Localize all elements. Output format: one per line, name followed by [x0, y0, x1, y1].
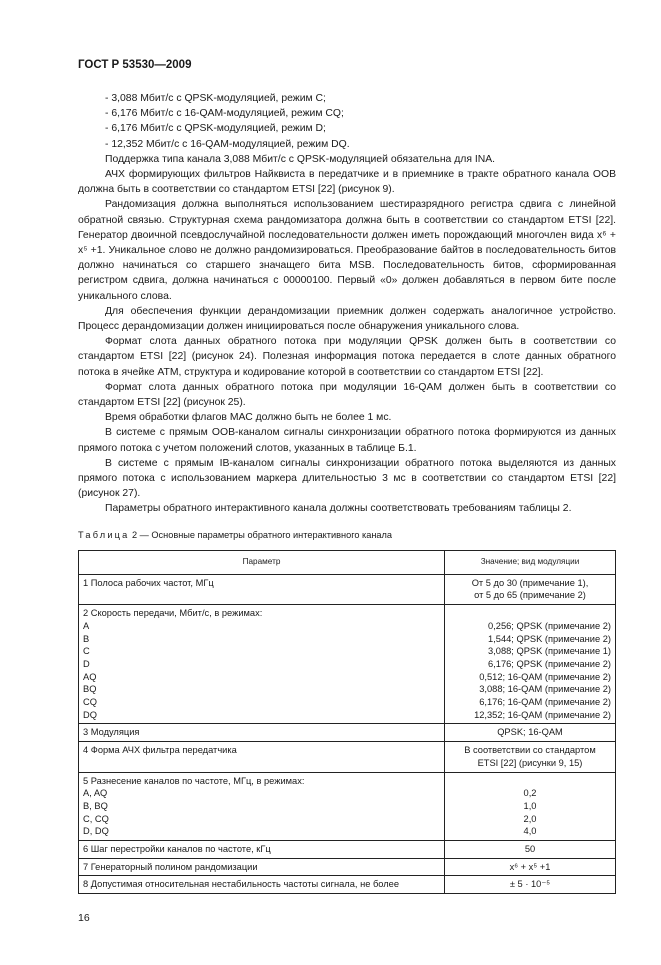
parameter-line: C, CQ: [83, 813, 109, 824]
value-line: 6,176; QPSK (примечание 2): [488, 658, 611, 669]
value-line: ETSI [22] (рисунки 9, 15): [477, 757, 583, 768]
value-line: 0,256; QPSK (примечание 2): [488, 620, 611, 631]
value-cell: [445, 858, 616, 876]
table-caption-prefix: Таблица: [78, 529, 130, 540]
paragraph: Время обработки флагов МАС должно быть не более 1 мс.: [105, 412, 392, 424]
value-line: 3,088; 16-QAM (примечание 2): [479, 684, 611, 695]
parameter-cell: [79, 742, 445, 772]
value-line: 1,0: [523, 800, 537, 811]
parameter-line: DQ: [83, 709, 97, 720]
table-row: [79, 724, 616, 742]
parameter-line: 2 Скорость передачи, Мбит/с, в режимах:: [83, 608, 263, 619]
value-cell: [445, 841, 616, 859]
value-line: 4,0: [523, 826, 537, 837]
page-number: 16: [78, 912, 90, 925]
paragraph: Поддержка типа канала 3,088 Мбит/с с QPSK-модуляцией обязательна для INA.: [105, 153, 496, 165]
value-line: 2,0: [523, 813, 537, 824]
table-caption-text: 2 — Основные параметры обратного интерактивного канала: [132, 529, 392, 540]
value-cell: [445, 724, 616, 742]
parameter-line: C: [83, 646, 90, 657]
parameter-line: B: [83, 633, 90, 644]
value-line: В соответствии со стандартом: [464, 745, 596, 756]
value-line: от 5 до 65 (примечание 2): [474, 590, 586, 601]
value-line: От 5 до 30 (примечание 1),: [471, 577, 589, 588]
parameter-line: BQ: [83, 684, 97, 695]
paragraph: - 12,352 Мбит/с с 16-QAM-модуляцией, режим DQ.: [105, 138, 350, 150]
paragraph: - 6,176 Мбит/с с QPSK-модуляцией, режим D;: [105, 123, 326, 135]
table-row: [79, 574, 616, 604]
parameter-cell: [79, 876, 445, 894]
table-row: [79, 841, 616, 859]
parameter-cell: [79, 858, 445, 876]
value-line: 1,544; QPSK (примечание 2): [488, 633, 611, 644]
value-line: [449, 775, 611, 788]
parameter-line: D: [83, 658, 90, 669]
parameter-line: 7 Генераторный полином рандомизации: [83, 861, 258, 872]
value-line: 6,176; 16-QAM (примечание 2): [479, 697, 611, 708]
document-header: ГОСТ Р 53530—2009: [78, 59, 192, 71]
value-line: [449, 607, 611, 620]
parameters-table: [78, 550, 616, 894]
parameter-line: 4 Форма АЧХ фильтра передатчика: [83, 745, 237, 756]
parameter-line: 8 Допустимая относительная нестабильность частоты сигнала, не более: [83, 879, 400, 890]
parameter-cell: [79, 724, 445, 742]
parameter-line: AQ: [83, 671, 97, 682]
parameter-line: B, BQ: [83, 800, 108, 811]
parameter-cell: [79, 841, 445, 859]
paragraph: Формат слота данных обратного потока при модуляции QPSK должен быть в соответствии со стандартом ETSI [22] (рисунок 24). Полезная информация потока передается в слоте данных обратного потока в ячейке АТМ, структура и кодирование которой в соответствии со стандартом ETSI [22].: [78, 336, 616, 378]
parameter-line: 5 Разнесение каналов по частоте, МГц, в режимах:: [83, 775, 305, 786]
header-parameter: Параметр: [79, 550, 445, 574]
value-line: 12,352; 16-QAM (примечание 2): [474, 709, 611, 720]
paragraph: В системе с прямым ООВ-каналом сигналы синхронизации обратного потока формируются из данных прямого потока с учетом положений слотов, указанных в таблице Б.1.: [78, 427, 616, 454]
table-row: [79, 772, 616, 841]
value-cell: [445, 876, 616, 894]
paragraph: - 3,088 Мбит/с с QPSK-модуляцией, режим C;: [105, 93, 326, 104]
parameter-line: CQ: [83, 697, 97, 708]
parameter-cell: [79, 605, 445, 724]
table-row: [79, 876, 616, 894]
paragraph: - 6,176 Мбит/с с 16-QAM-модуляцией, режим CQ;: [105, 108, 344, 120]
table-row: [79, 858, 616, 876]
value-line: 0,2: [523, 788, 537, 799]
value-line: 50: [524, 844, 536, 855]
paragraph: Для обеспечения функции дерандомизации приемник должен содержать аналогичное устройство. Процесс дерандомизации должен инициироваться после обнаружения уникального слова.: [78, 305, 616, 333]
value-line: 0,512; 16-QAM (примечание 2): [479, 671, 611, 682]
parameter-cell: [79, 772, 445, 841]
header-value: Значение; вид модуляции: [445, 550, 616, 574]
table-caption: [78, 529, 616, 541]
paragraph: В системе с прямым IB-каналом сигналы синхронизации обратного потока выделяются из данных прямого потока с использованием маркера длительностью 3 мс в соответствии со стандартом ETSI [22] (рисунок 27).: [78, 457, 616, 500]
value-line: ± 5 · 10⁻⁵: [509, 879, 551, 890]
parameter-line: A, AQ: [83, 788, 108, 799]
value-line: 3,088; QPSK (примечание 1): [488, 646, 611, 657]
paragraph: Рандомизация должна выполняться использованием шестиразрядного регистра сдвига с линейной обратной связью. Структурная схема рандомизатора должна быть в соответствии со стандартом ETSI [22]. Генератор двоичной псевдослучайной последовательности должен иметь порождающий многочлен вида x⁶ + x⁵ +1. Уникальное слово не должно рандомизироваться. Преобразование байтов в последовательность битов должно начинаться со старшего значащего бита MSB. Последовательность битов, сформированная регистром сдвига, должна начинаться с 00000100. Первый «0» должен добавляться в первом бите после уникального слова.: [78, 199, 616, 302]
paragraph: Формат слота данных обратного потока при модуляции 16-QAM должен быть в соответствии со стандартом ETSI [22] (рисунок 25).: [78, 381, 616, 409]
parameter-line: A: [83, 620, 90, 631]
value-cell: [445, 772, 616, 841]
parameter-line: 3 Модуляция: [83, 727, 140, 738]
table-row: [79, 742, 616, 772]
parameter-cell: [79, 574, 445, 604]
value-cell: [445, 605, 616, 724]
parameter-line: 6 Шаг перестройки каналов по частоте, кГц: [83, 844, 271, 855]
parameter-line: D, DQ: [83, 826, 109, 837]
value-cell: [445, 742, 616, 772]
value-line: x⁶ + x⁵ +1: [509, 861, 551, 872]
table-header-row: [79, 550, 616, 574]
body-text: [78, 91, 616, 517]
paragraph: Параметры обратного интерактивного канала должны соответствовать требованиям таблицы 2.: [105, 503, 572, 515]
paragraph: АЧХ формирующих фильтров Найквиста в передатчике и в приемнике в тракте обратного канала ООВ должна быть в соответствии со стандартом ETSI [22] (рисунок 9).: [78, 169, 616, 196]
value-line: QPSK; 16-QAM: [497, 727, 563, 738]
table-row: [79, 605, 616, 724]
value-cell: [445, 574, 616, 604]
parameter-line: 1 Полоса рабочих частот, МГц: [83, 577, 214, 588]
